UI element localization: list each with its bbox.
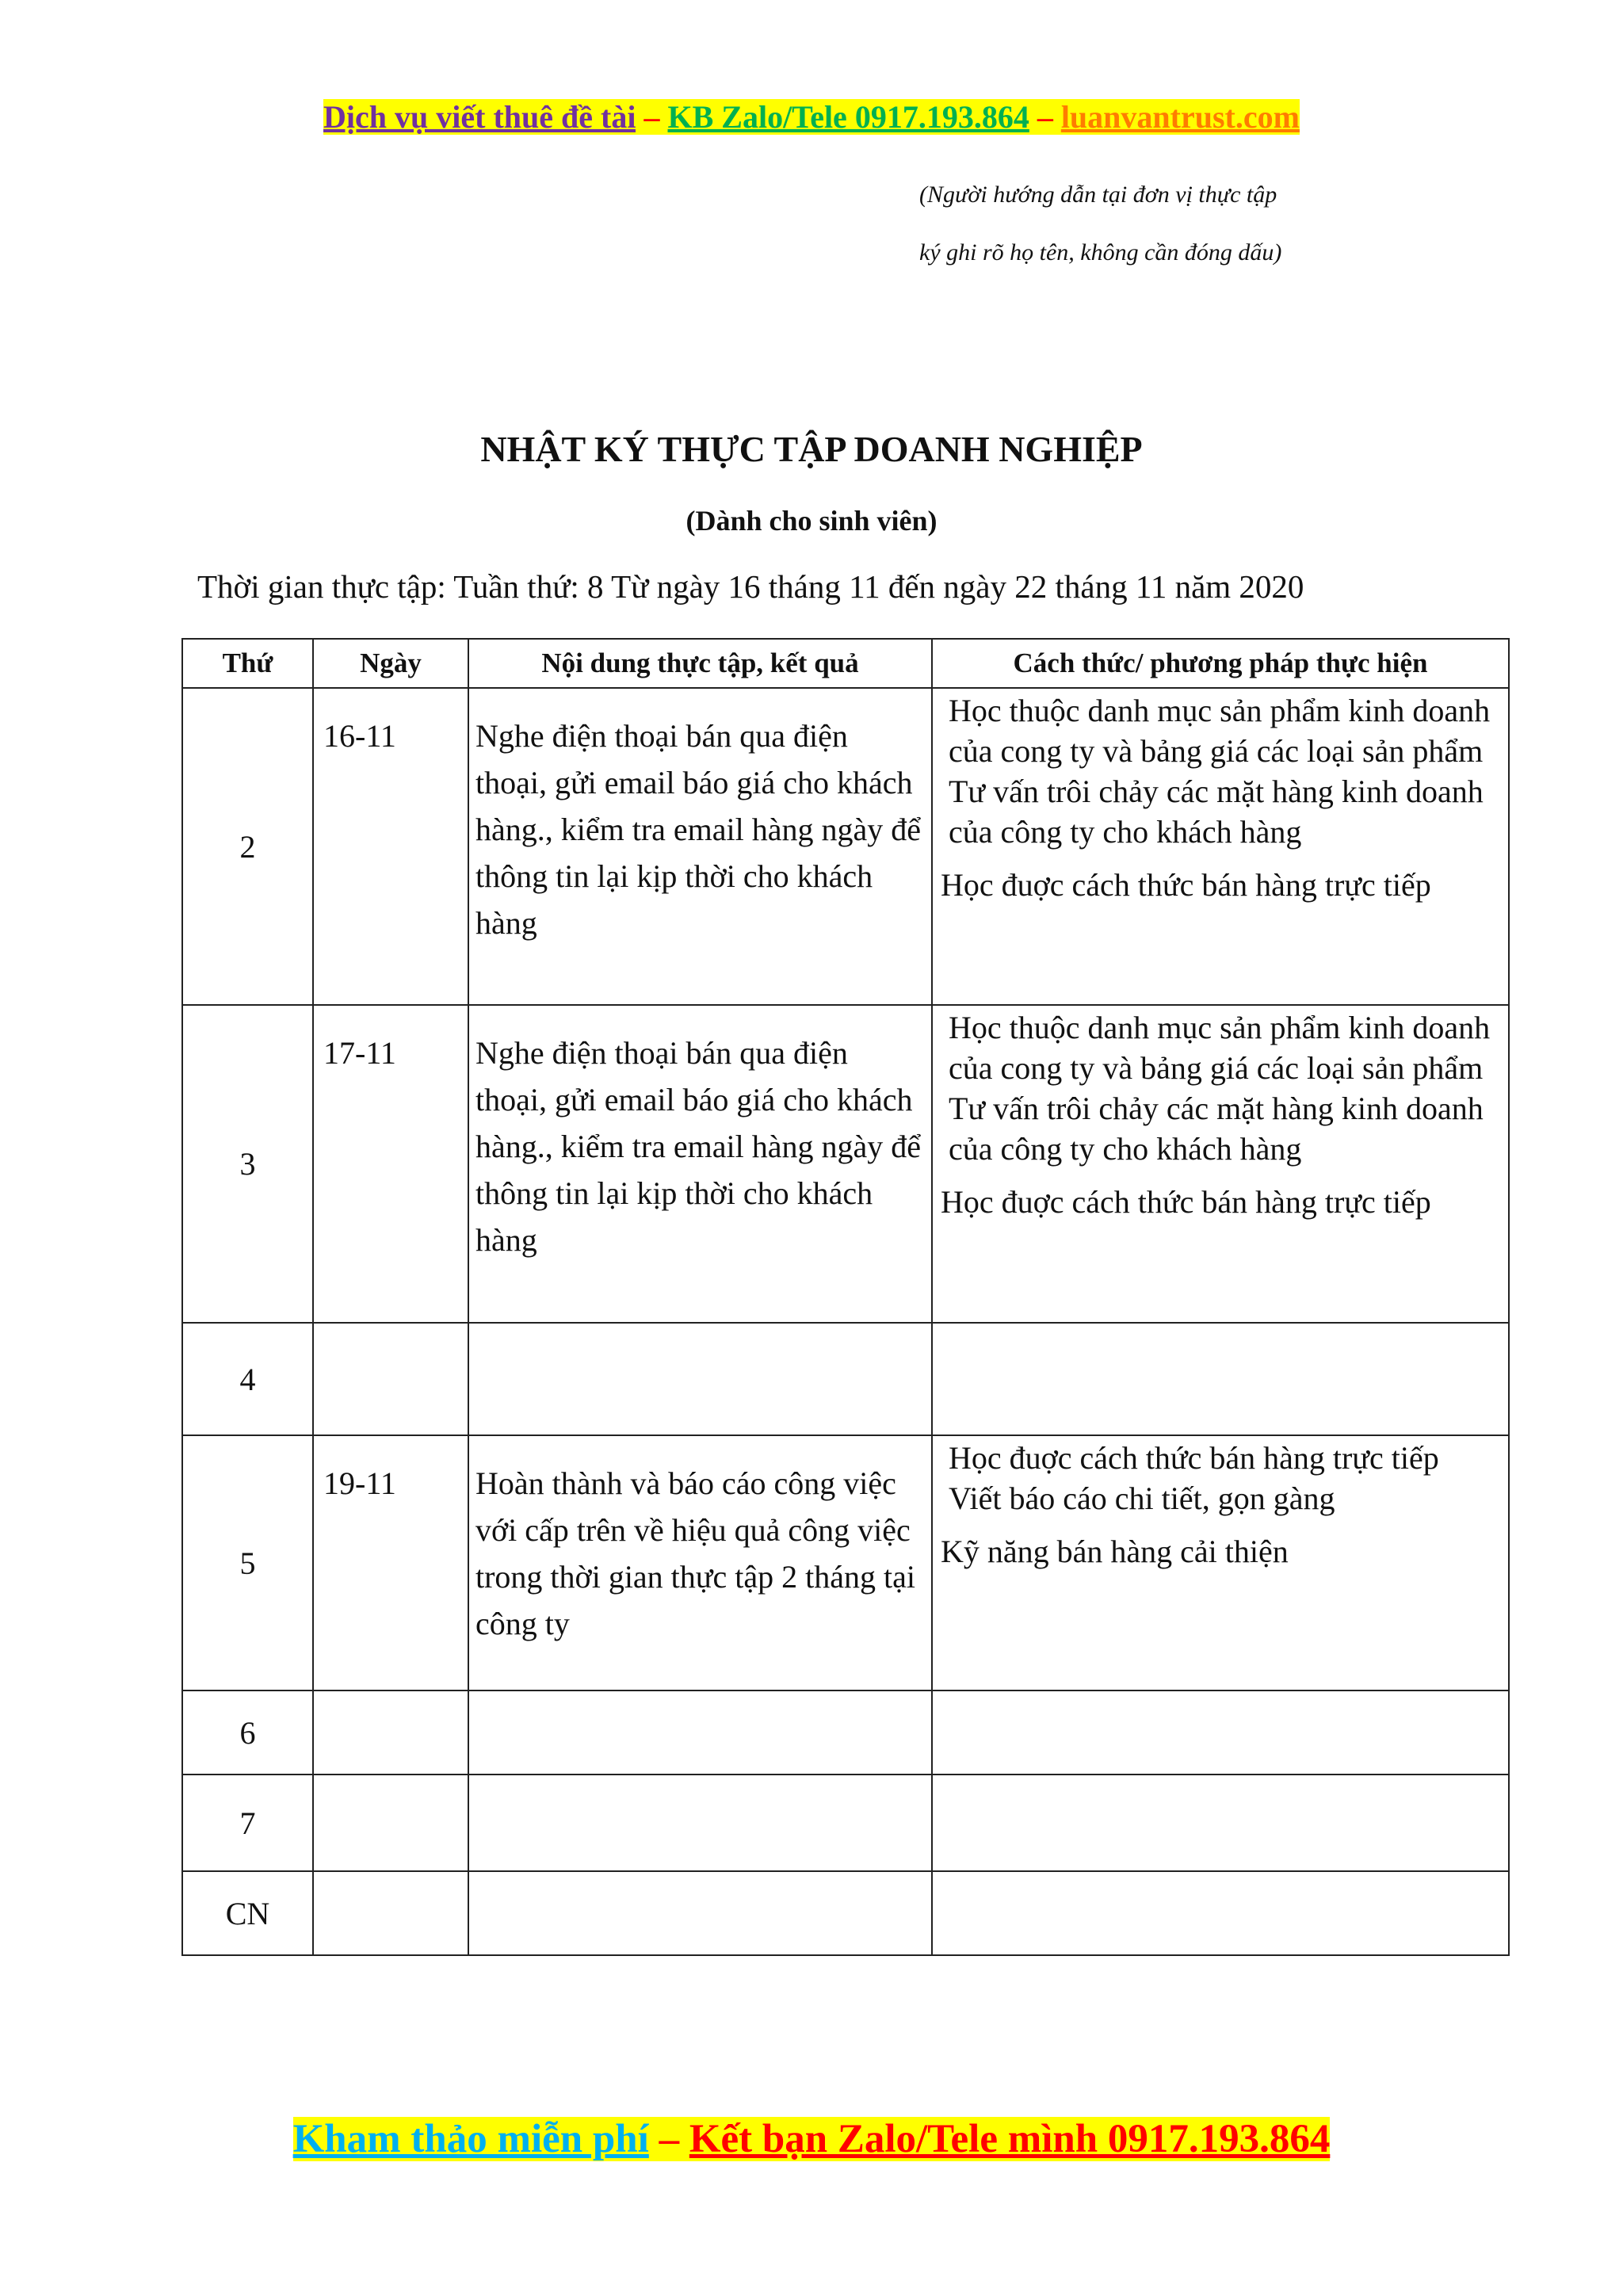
method-cell: [932, 688, 1509, 1005]
date-cell: [313, 1775, 468, 1871]
method-cell: [932, 1435, 1509, 1690]
service-link[interactable]: Dịch vụ viết thuê đề tài: [323, 99, 636, 135]
internship-period: Thời gian thực tập: Tuần thứ: 8 Từ ngày 16 tháng 11 đến ngày 22 tháng 11 năm 2020: [197, 568, 1304, 605]
content-cell: Hoàn thành và báo cáo công việc với cấp trên về hiệu quả công việc trong thời gian thực tập 2 tháng tại công ty: [468, 1435, 932, 1690]
table-row: [182, 1871, 1509, 1955]
method-cell: [932, 1005, 1509, 1323]
day-cell: 7: [182, 1775, 313, 1871]
zalo-contact-link[interactable]: KB Zalo/Tele 0917.193.864: [667, 99, 1029, 135]
content-cell: [468, 1690, 932, 1775]
table-row: [182, 1435, 1509, 1690]
bottom-banner: [0, 2113, 1623, 2165]
banner-separator: –: [1029, 99, 1061, 135]
method-cell: [932, 1690, 1509, 1775]
table-row: [182, 1775, 1509, 1871]
day-cell: 3: [182, 1005, 313, 1323]
method-cell: [932, 1323, 1509, 1435]
method-item: Tư vấn trôi chảy các mặt hàng kinh doanh của công ty cho khách hàng: [949, 774, 1484, 850]
content-cell: [468, 1871, 932, 1955]
header-thu: Thứ: [182, 639, 313, 688]
supervisor-note-line-1: (Người hướng dẫn tại đơn vị thực tập: [919, 181, 1277, 208]
method-item: Viết báo cáo chi tiết, gọn gàng: [949, 1480, 1335, 1516]
method-cell: [932, 1871, 1509, 1955]
method-item: Học đuợc cách thức bán hàng trực tiếp: [949, 1440, 1439, 1476]
date-cell: [313, 1323, 468, 1435]
content-cell: Nghe điện thoại bán qua điện thoại, gửi email báo giá cho khách hàng., kiểm tra email hàng ngày để thông tin lại kịp thời cho khách hàng: [468, 688, 932, 1005]
date-cell: [313, 1690, 468, 1775]
table-row: [182, 1323, 1509, 1435]
header-ngay: Ngày: [313, 639, 468, 688]
table-header-row: [182, 639, 1509, 688]
date-cell: [313, 1871, 468, 1955]
banner-separator: –: [636, 99, 668, 135]
day-cell: CN: [182, 1871, 313, 1955]
method-result: Học đuợc cách thức bán hàng trực tiếp: [941, 1184, 1431, 1220]
date-cell: 16-11: [313, 688, 468, 1005]
top-banner: [0, 94, 1623, 141]
website-link[interactable]: luanvantrust.com: [1060, 99, 1300, 135]
method-item: Học thuộc danh mục sản phẩm kinh doanh của cong ty và bảng giá các loại sản phẩm: [949, 693, 1491, 769]
table-row: [182, 1005, 1509, 1323]
page-subtitle: (Dành cho sinh viên): [685, 505, 938, 537]
method-item: Tư vấn trôi chảy các mặt hàng kinh doanh của công ty cho khách hàng: [949, 1091, 1484, 1167]
method-item: Học thuộc danh mục sản phẩm kinh doanh của cong ty và bảng giá các loại sản phẩm: [949, 1010, 1491, 1086]
method-cell: [932, 1775, 1509, 1871]
free-reference-link[interactable]: Kham thảo miễn phí: [292, 2117, 649, 2161]
supervisor-note-line-2: ký ghi rõ họ tên, không cần đóng dấu): [919, 239, 1282, 266]
zalo-friend-link[interactable]: Kết bạn Zalo/Tele mình 0917.193.864: [689, 2117, 1331, 2161]
table-row: [182, 1690, 1509, 1775]
header-method: Cách thức/ phương pháp thực hiện: [932, 639, 1509, 688]
content-cell: [468, 1775, 932, 1871]
method-result: Học đuợc cách thức bán hàng trực tiếp: [941, 867, 1431, 903]
day-cell: 5: [182, 1435, 313, 1690]
method-result: Kỹ năng bán hàng cải thiện: [941, 1534, 1289, 1569]
content-cell: Nghe điện thoại bán qua điện thoại, gửi email báo giá cho khách hàng., kiểm tra email hàng ngày để thông tin lại kịp thời cho khách hàng: [468, 1005, 932, 1323]
table-row: [182, 688, 1509, 1005]
diary-table: [181, 638, 1510, 1956]
banner-separator: –: [648, 2117, 689, 2161]
date-cell: 17-11: [313, 1005, 468, 1323]
content-cell: [468, 1323, 932, 1435]
header-content: Nội dung thực tập, kết quả: [468, 639, 932, 688]
day-cell: 6: [182, 1690, 313, 1775]
day-cell: 2: [182, 688, 313, 1005]
date-cell: 19-11: [313, 1435, 468, 1690]
page-title: NHẬT KÝ THỰC TẬP DOANH NGHIỆP: [480, 429, 1143, 469]
day-cell: 4: [182, 1323, 313, 1435]
